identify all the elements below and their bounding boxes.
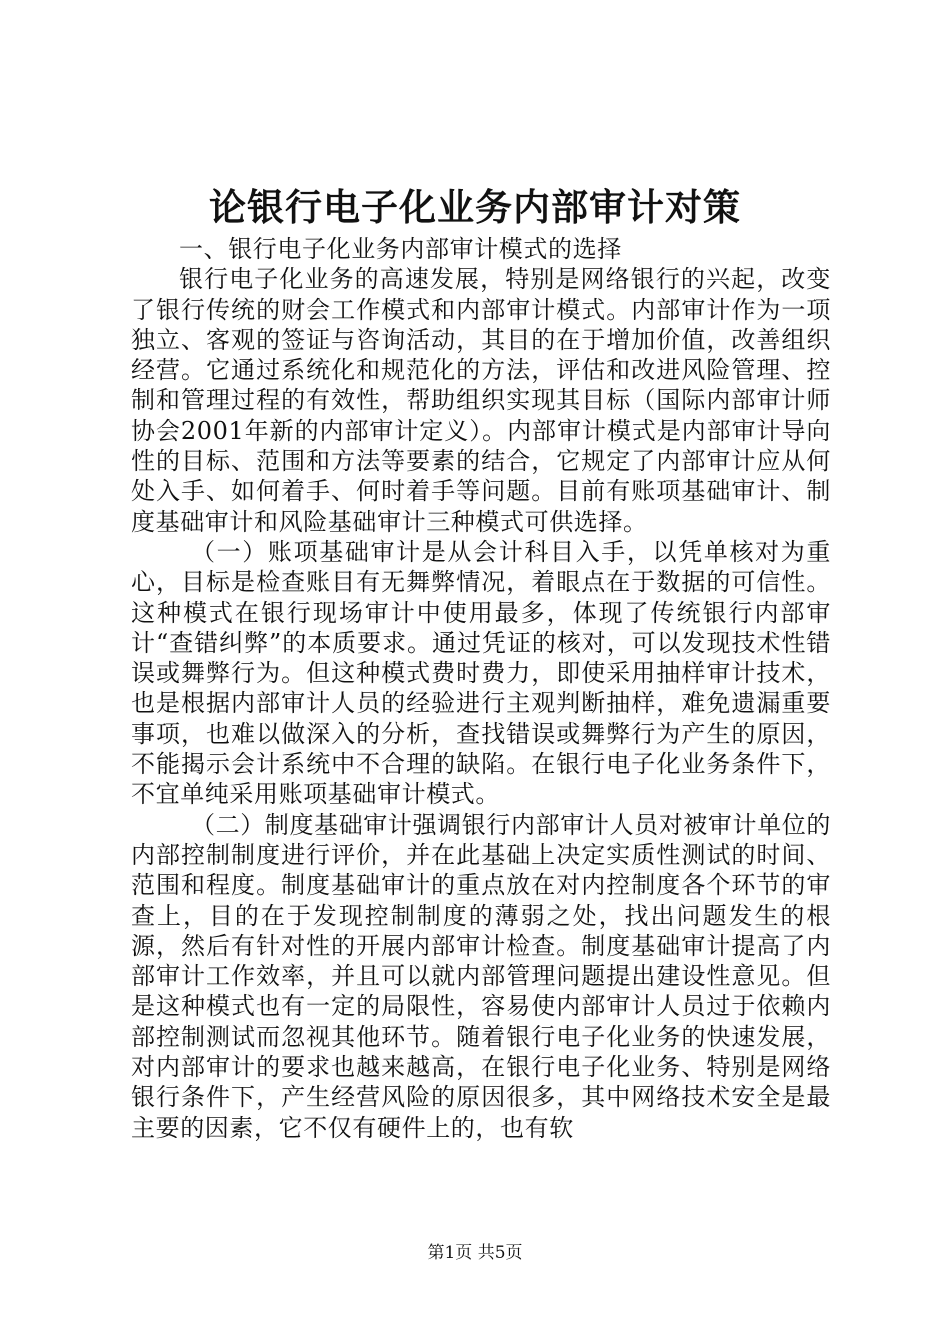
section-heading: 一、银行电子化业务内部审计模式的选择 (179, 235, 622, 263)
paragraph-system-based-audit: （二）制度基础审计强调银行内部审计人员对被审计单位的内部控制制度进行评价，并在此基础上决定实质性测试的时间、范围和程度。制度基础审计的重点放在对内控制度各个环节的审查上，目的在于发现控制制度的薄弱之处，找出问题发生的根源，然后有针对性的开展内部审计检查。制度基础审计提高了内部审计工作效率，并且可以就内部管理问题提出建设性意见。但是这种模式也有一定的局限性，容易使内部审计人员过于依赖内部控制测试而忽视其他环节。随着银行电子化业务的快速发展，对内部审计的要求也越来越高，在银行电子化业务、特别是网络银行条件下，产生经营风险的原因很多，其中网络技术安全是最主要的因素，它不仅有硬件上的，也有软 (131, 810, 831, 1142)
paragraph-account-based-audit: （一）账项基础审计是从会计科目入手，以凭单核对为重心，目标是检查账目有无舞弊情况，着眼点在于数据的可信性。这种模式在银行现场审计中使用最多，体现了传统银行内部审计“查错纠弊”的本质要求。通过凭证的核对，可以发现技术性错误或舞弊行为。但这种模式费时费力，即使采用抽样审计技术，也是根据内部审计人员的经验进行主观判断抽样，难免遗漏重要事项，也难以做深入的分析，查找错误或舞弊行为产生的原因，不能揭示会计系统中不合理的缺陷。在银行电子化业务条件下，不宜单纯采用账项基础审计模式。 (131, 537, 831, 809)
document-body (131, 234, 831, 1143)
paragraph-intro: 银行电子化业务的高速发展，特别是网络银行的兴起，改变了银行传统的财会工作模式和内部审计模式。内部审计作为一项独立、客观的签证与咨询活动，其目的在于增加价值，改善组织经营。它通过系统化和规范化的方法，评估和改进风险管理、控制和管理过程的有效性，帮助组织实现其目标（国际内部审计师协会2001年新的内部审计定义）。内部审计模式是内部审计导向性的目标、范围和方法等要素的结合，它规定了内部审计应从何处入手、如何着手、何时着手等问题。目前有账项基础审计、制度基础审计和风险基础审计三种模式可供选择。 (131, 265, 831, 536)
page-number-footer: 第1页 共5页 (427, 1243, 523, 1263)
document-title: 论银行电子化业务内部审计对策 (209, 185, 741, 229)
